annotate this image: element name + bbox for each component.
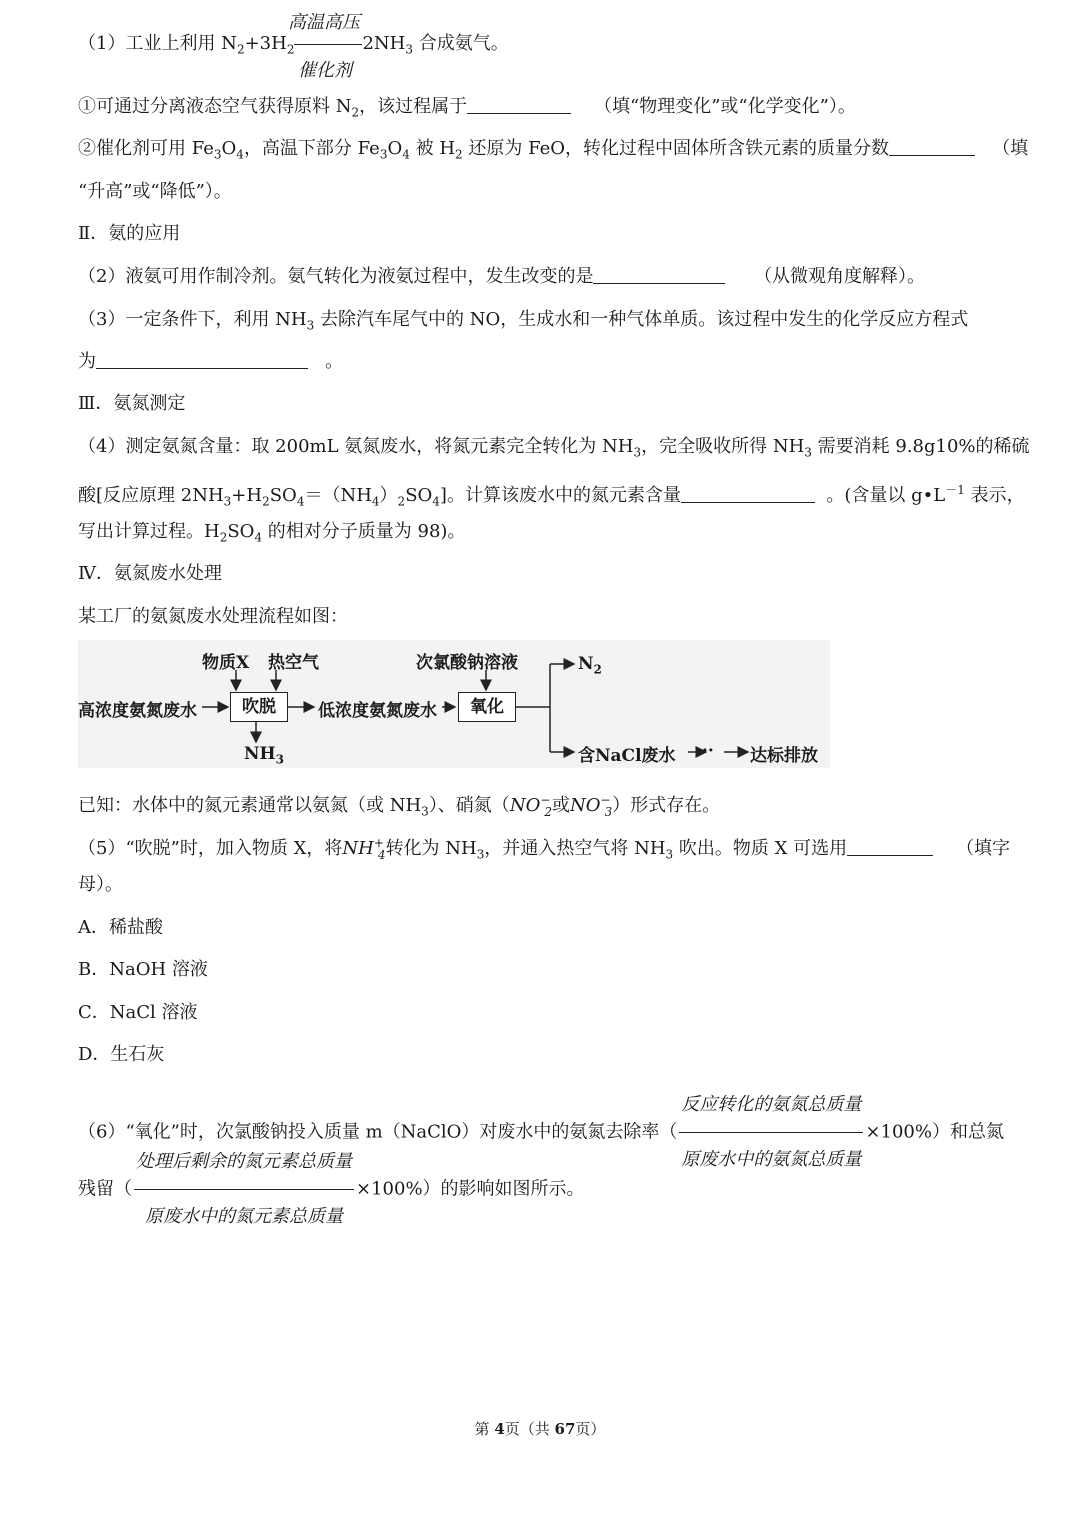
option-a[interactable]: A．稀盐酸 xyxy=(78,917,163,938)
question-4: （4）测定氨氮含量：取 200mL 氨氮废水，将氮元素完全转化为 $NH_3$，完全吸收所得 $NH_3$ 需要消耗 9.8g10%的稀硫 xyxy=(78,436,1030,460)
flow-label-x: 物质X xyxy=(202,653,250,673)
question-5-line2: 母）。 xyxy=(78,874,123,895)
reaction-condition-top: 高温高压 xyxy=(288,12,360,33)
known-info: 已知：水体中的氮元素通常以氨氮（或 $NH_3$）、硝氮（$NO^-_2$或$NO^-_3$）形式存在。 xyxy=(78,793,721,819)
flow-label-input: 高浓度氨氮废水 xyxy=(78,701,197,721)
answer-blank[interactable] xyxy=(681,484,815,503)
flow-label-hot-air: 热空气 xyxy=(268,653,319,673)
flow-label-discharge: 达标排放 xyxy=(750,746,818,766)
answer-blank[interactable] xyxy=(889,137,975,156)
question-5: （5）“吹脱”时，加入物质 X，将$NH^+_4$转化为 $NH_3$，并通入热空气将 $NH_3$ 吹出。物质 X 可选用 （填字 xyxy=(78,836,1011,862)
answer-blank[interactable] xyxy=(593,265,725,284)
flow-label-dots: ··· xyxy=(696,741,714,761)
section-2-heading: Ⅱ．氨的应用 xyxy=(78,223,181,244)
question-6: （6）“氧化”时，次氯酸钠投入质量 m（NaClO）对废水中的氨氮去除率（ $\frac{\text{反应转化的氨氮总质量}}{\text{原废水中的氨氮总质量}}$ ×100%）和总氮 xyxy=(78,1080,1004,1185)
flow-box-blow: 吹脱 xyxy=(230,692,288,722)
flow-label-low: 低浓度氨氮废水 xyxy=(318,701,437,721)
process-flow-diagram xyxy=(78,640,830,768)
flow-intro: 某工厂的氨氮废水处理流程如图： xyxy=(78,606,348,627)
answer-blank[interactable] xyxy=(847,837,933,856)
flow-label-naclo: 次氯酸钠溶液 xyxy=(416,653,518,673)
reaction-condition-bottom: 催化剂 xyxy=(298,60,352,81)
question-2: （2）液氨可用作制冷剂。氨气转化为液氨过程中，发生改变的是 （从微观角度解释）。 xyxy=(78,266,926,287)
flow-label-waste: 含NaCl废水 xyxy=(578,746,676,766)
question-3: （3）一定条件下，利用 $NH_3$ 去除汽车尾气中的 NO，生成水和一种气体单质。该过程中发生的化学反应方程式 xyxy=(78,309,969,333)
section-4-heading: Ⅳ．氨氮废水处理 xyxy=(78,563,222,584)
question-1a: ①可通过分离液态空气获得原料 $N_2$，该过程属于 （填“物理变化”或“化学变化”）。 xyxy=(78,96,856,120)
question-4-line3: 写出计算过程。$H_2SO_4$ 的相对分子质量为 98)。 xyxy=(78,521,466,545)
page-footer: 第 4页（共 67页） xyxy=(474,1420,606,1438)
option-d[interactable]: D．生石灰 xyxy=(78,1044,165,1065)
question-4-line2: 酸[反应原理 $2NH_3+H_2SO_4=(NH_4)_2SO_4$]。计算该废水中的氮元素含量 。(含量以 $g•L^{-1}$ 表示， xyxy=(78,483,1025,509)
option-c[interactable]: C．NaCl 溶液 xyxy=(78,1002,198,1023)
question-1b: ②催化剂可用 $Fe_3O_4$，高温下部分 $Fe_3O_4$ 被 $H_2$ 还原为 FeO，转化过程中固体所含铁元素的质量分数 （填 xyxy=(78,138,1029,162)
fraction-residual: $\frac{\text{处理后剩余的氮元素总质量}}{\text{原废水中的氮元素总质量}}$ xyxy=(134,1137,354,1242)
flow-label-nh3: $NH_3$ xyxy=(244,744,284,767)
question-3-line2: 为 。 xyxy=(78,351,344,372)
answer-blank[interactable] xyxy=(96,350,308,369)
section-3-heading: Ⅲ．氨氮测定 xyxy=(78,393,186,414)
fraction-removal-rate: $\frac{\text{反应转化的氨氮总质量}}{\text{原废水中的氨氮总质量}}$ xyxy=(679,1080,863,1185)
option-b[interactable]: B．NaOH 溶液 xyxy=(78,959,208,980)
flow-box-oxid: 氧化 xyxy=(458,692,516,722)
question-6-line2: 残留（ $\frac{\text{处理后剩余的氮元素总质量}}{\text{原废水中的氮元素总质量}}$ ×100%）的影响如图所示。 xyxy=(78,1137,585,1242)
question-1: （1）工业上利用 $N_2+3H_2$ $2NH_3$ 合成氨气。 xyxy=(78,33,509,57)
flow-label-n2: $N_2$ xyxy=(578,654,602,677)
answer-blank[interactable] xyxy=(467,95,571,114)
question-1b-line2: “升高”或“降低”）。 xyxy=(78,181,232,202)
